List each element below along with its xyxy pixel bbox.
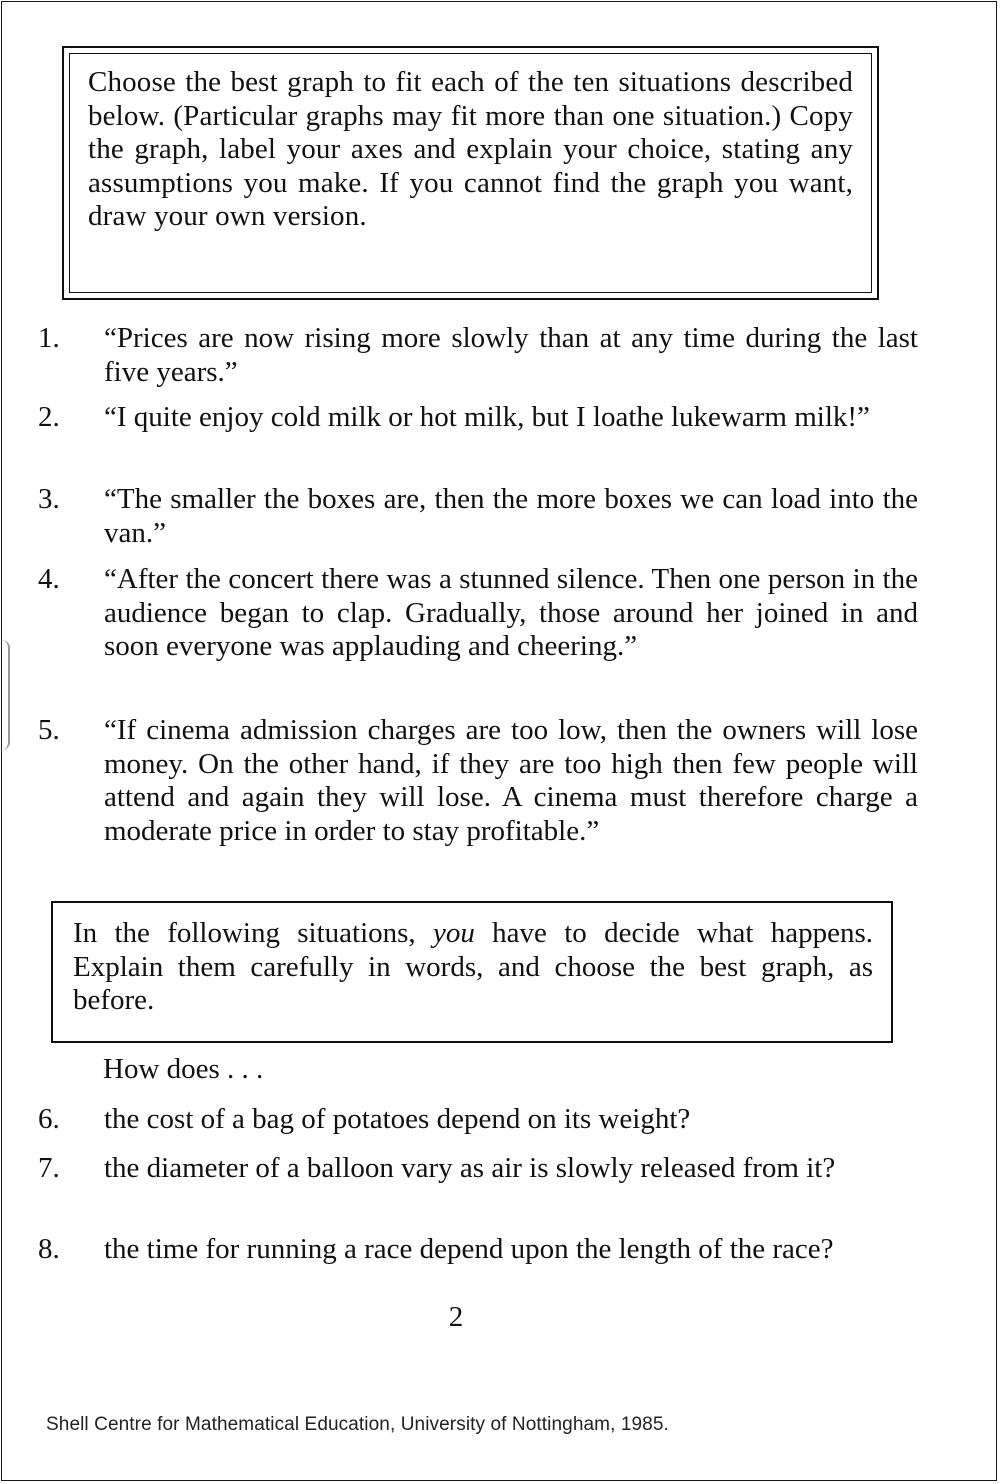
lead-in: How does . . . [103, 1053, 264, 1085]
question-item-7 [38, 1152, 918, 1186]
footer-credit: Shell Centre for Mathematical Education, University of Nottingham, 1985. [46, 1414, 669, 1435]
page-number: 2 [448, 1301, 464, 1333]
situation-text: “The smaller the boxes are, then the more boxes we can load into the van.” [104, 483, 918, 549]
question-text: the diameter of a balloon vary as air is slowly released from it? [104, 1152, 836, 1184]
situation-number: 3. [38, 483, 60, 515]
decide-text-before: In the following situations, [73, 917, 433, 949]
question-number: 8. [38, 1233, 60, 1265]
decide-text-after: have to decide what happens. Explain them carefully in words, and choose the best graph, as before. [73, 917, 874, 1017]
scan-margin-mark [0, 640, 10, 750]
situation-text: “Prices are now rising more slowly than at any time during the last five years.” [104, 322, 918, 388]
situation-number: 5. [38, 714, 60, 746]
situation-item-3 [38, 483, 918, 550]
question-number: 7. [38, 1152, 60, 1184]
situation-text: “After the concert there was a stunned silence. Then one person in the audience began to clap. Gradually, those around her joined in and soon everyone was applauding and cheering.” [104, 563, 918, 663]
question-item-8 [38, 1233, 918, 1267]
situation-number: 2. [38, 401, 60, 433]
instructions-box [62, 46, 879, 300]
decide-text-emphasis: you [433, 917, 475, 949]
situation-item-1 [38, 322, 918, 389]
decide-text [73, 917, 873, 1018]
situation-item-4 [38, 563, 918, 664]
question-number: 6. [38, 1103, 60, 1135]
situation-item-5 [38, 714, 918, 848]
situation-number: 1. [38, 322, 60, 354]
question-text: the cost of a bag of potatoes depend on its weight? [104, 1103, 691, 1135]
situation-text: “If cinema admission charges are too low, then the owners will lose money. On the other hand, if they are too high then few people will attend and again they will lose. A cinema must therefore charge a moderate price in order to stay profitable.” [104, 714, 918, 847]
question-item-6 [38, 1103, 918, 1137]
decide-box [51, 901, 893, 1043]
question-text: the time for running a race depend upon the length of the race? [104, 1233, 834, 1265]
instructions-text: Choose the best graph to fit each of the ten situations described below. (Particular graphs may fit more than one situation.) Copy the graph, label your axes and explain your choice, stating any assumptions you make. If you cannot find the graph you want, draw your own version. [88, 66, 853, 233]
situation-number: 4. [38, 563, 60, 595]
situation-text: “I quite enjoy cold milk or hot milk, but I loathe lukewarm milk!” [104, 401, 870, 433]
situation-item-2 [38, 401, 918, 435]
